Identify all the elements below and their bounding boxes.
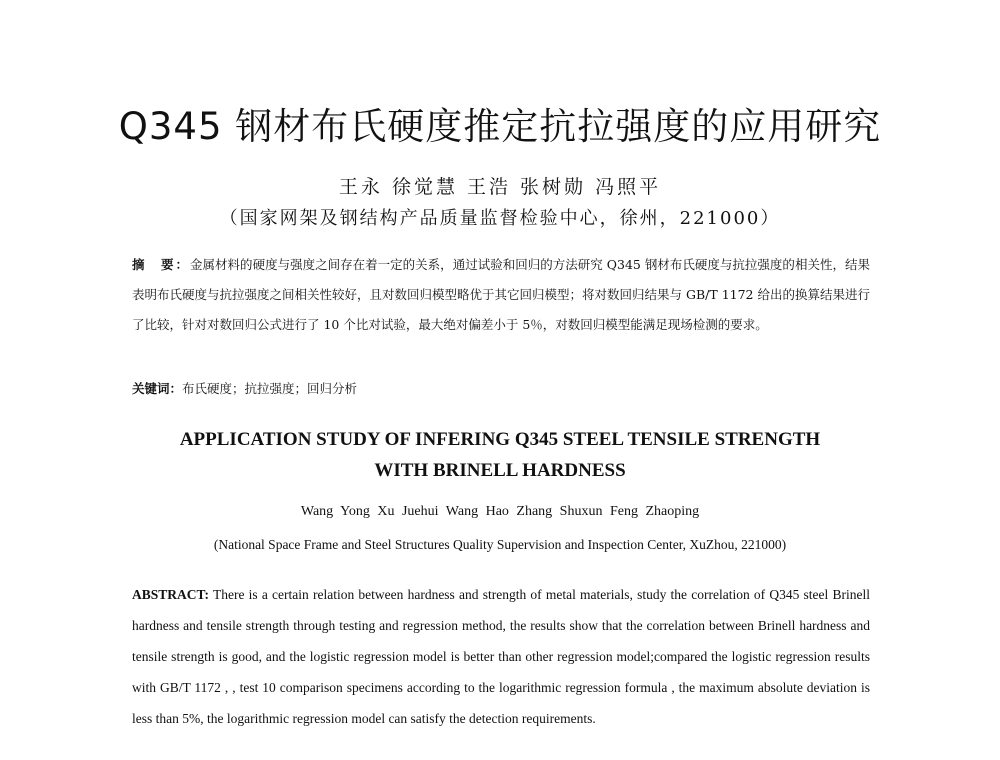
affiliation-cn: （国家网架及钢结构产品质量监督检验中心，徐州，221000） bbox=[219, 208, 781, 229]
keywords-cn-label: 关键词： bbox=[132, 381, 183, 396]
paper-title-en bbox=[0, 424, 1000, 486]
abstract-en-text: There is a certain relation between hardness and strength of metal materials, study the correlation of Q345 steel Brinell hardness and tensile strength through testing and regression method, the results show that the correlation between Brinell hardness and tensile strength is good, and the logistic regression model is better than other regression model;compared the logistic regression results with GB/T 1172 , , test 10 comparison specimens according to the logarithmic regression formula , the maximum absolute deviation is less than 5%, the logarithmic regression model can satisfy the detection requirements. bbox=[132, 587, 870, 726]
paper-title-en-line2: WITH BRINELL HARDNESS bbox=[374, 460, 626, 481]
abstract-cn-label: 摘 要： bbox=[132, 257, 191, 272]
keywords-cn-text: 布氏硬度；抗拉强度；回归分析 bbox=[182, 381, 358, 396]
abstract-en bbox=[132, 579, 870, 734]
paper-title-cn: Q345 钢材布氏硬度推定抗拉强度的应用研究 bbox=[118, 105, 882, 148]
paper-title-en-line1: APPLICATION STUDY OF INFERING Q345 STEEL TENSILE STRENGTH bbox=[179, 429, 821, 450]
abstract-en-label: ABSTRACT: bbox=[132, 587, 210, 602]
keywords-cn bbox=[132, 376, 870, 402]
authors-en: Wang Yong Xu Juehui Wang Hao Zhang Shuxun Feng Zhaoping bbox=[300, 504, 700, 519]
abstract-cn-text: 金属材料的硬度与强度之间存在着一定的关系，通过试验和回归的方法研究 Q345 钢材布氏硬度与抗拉强度的相关性，结果表明布氏硬度与抗拉强度之间相关性较好，且对数回归模型略优于其它回归模型；将对数回归结果与 GB/T 1172 给出的换算结果进行了比较，针对对数回归公式进行了 10 个比对试验，最大绝对偏差小于 5％，对数回归模型能满足现场检测的要求。 bbox=[132, 257, 870, 332]
authors-cn: 王永 徐觉慧 王浩 张树勋 冯照平 bbox=[338, 176, 662, 198]
affiliation-en: (National Space Frame and Steel Structures Quality Supervision and Inspection Center, XuZhou, 221000) bbox=[213, 537, 787, 552]
abstract-cn bbox=[132, 250, 870, 340]
